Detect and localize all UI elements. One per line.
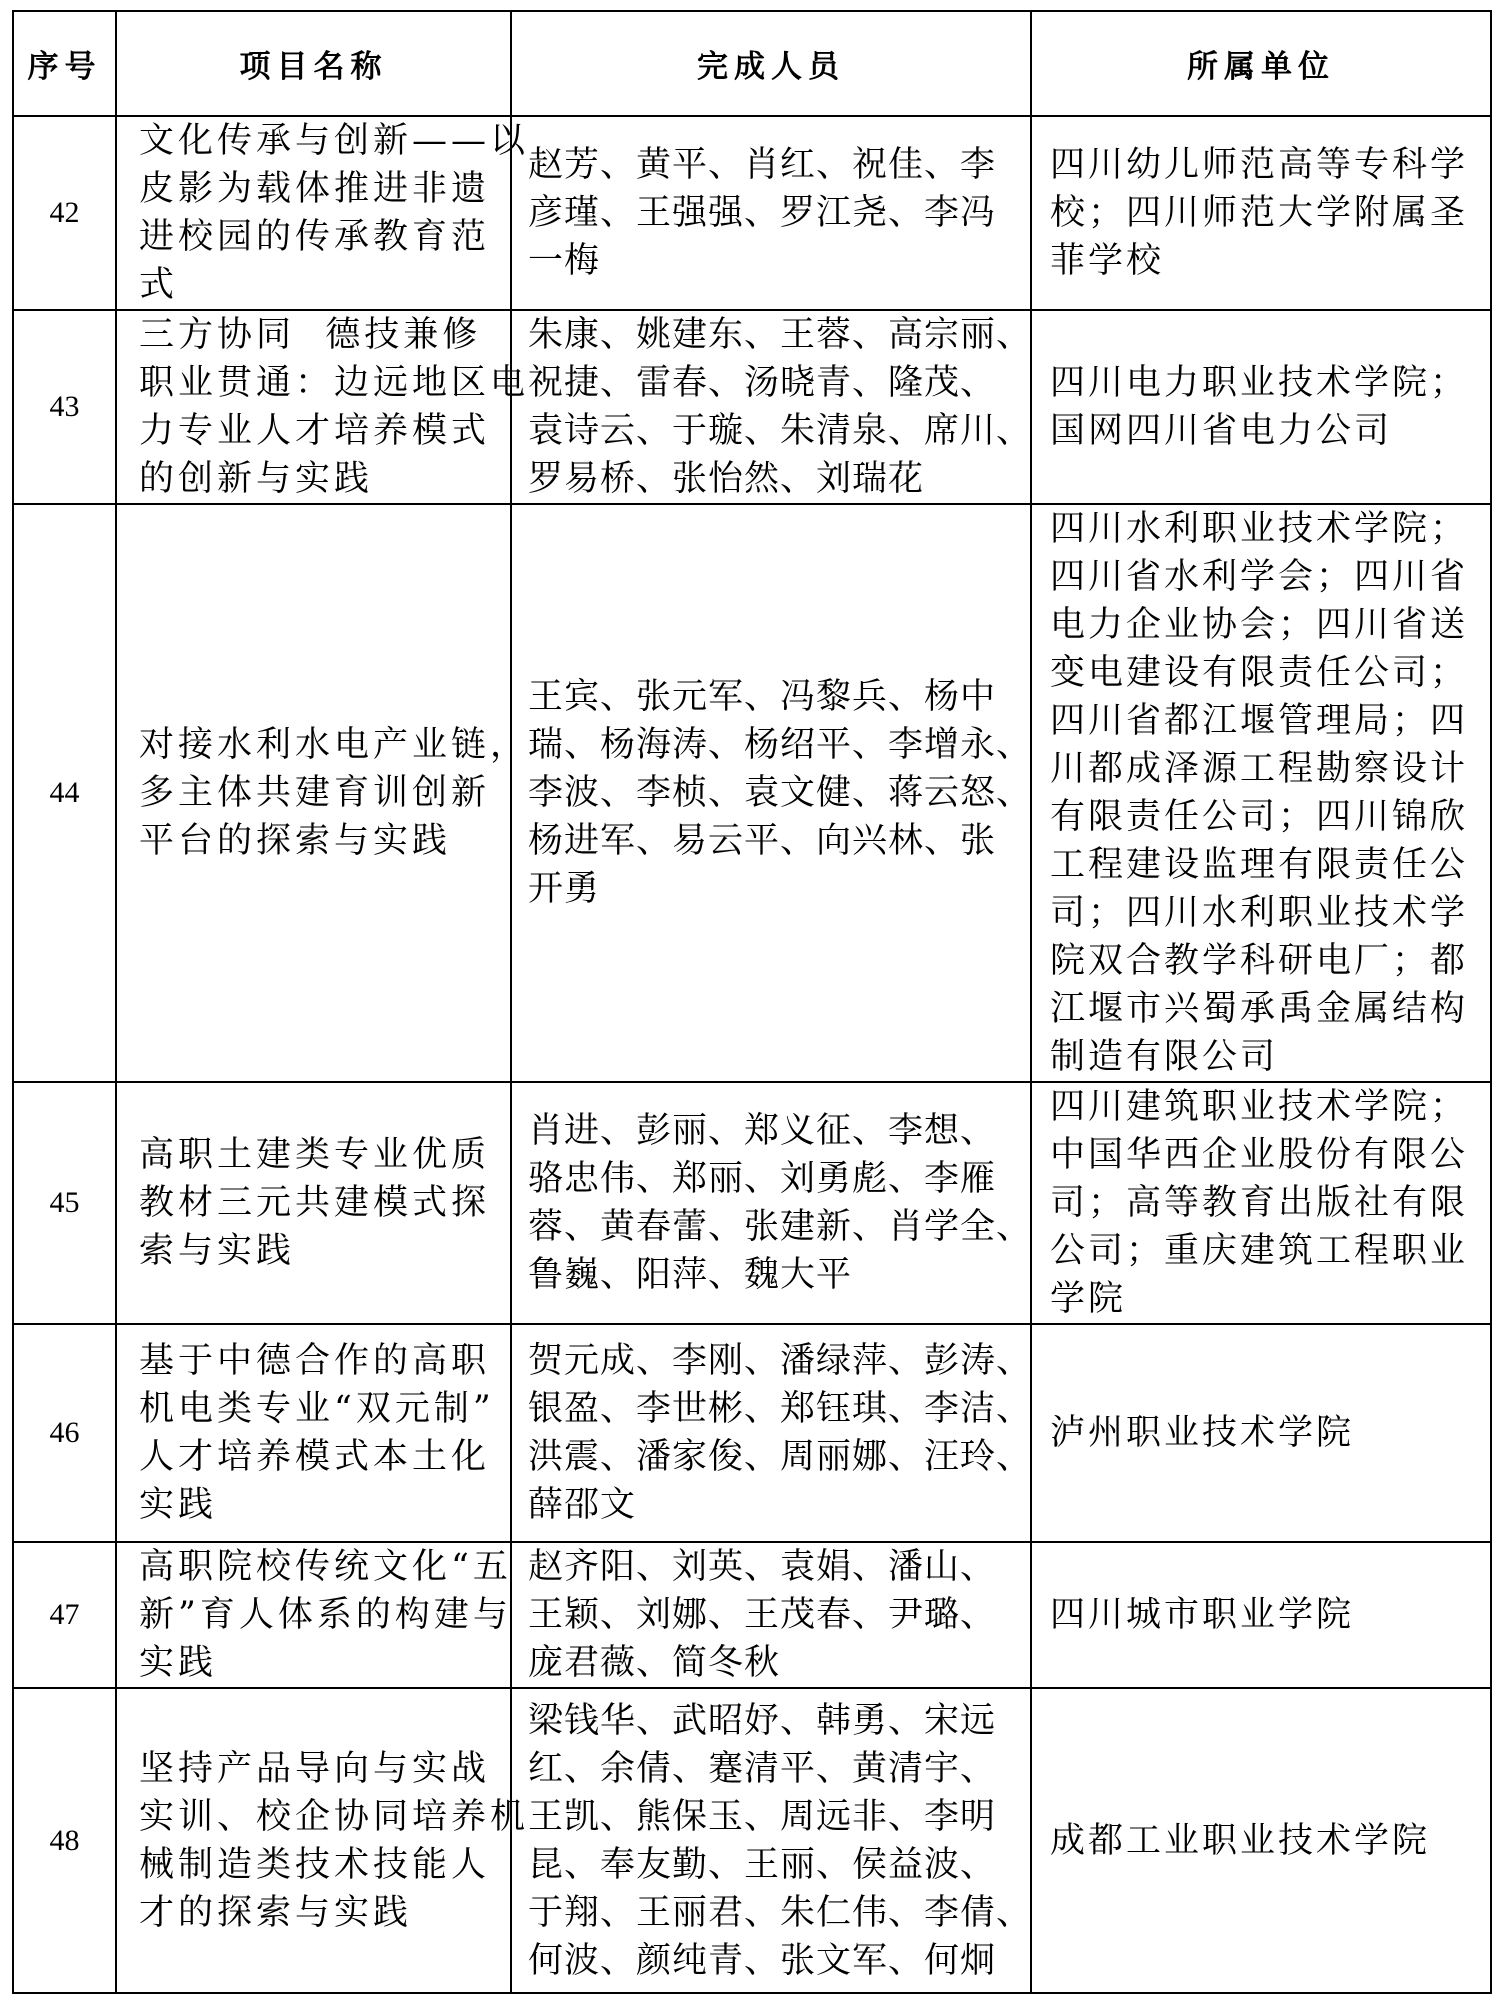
serial-number-cell: 46 [13, 1324, 116, 1542]
affiliation-text: 四川幼儿师范高等专科学 校；四川师范大学附属圣 菲学校 [1050, 145, 1469, 281]
members-text: 赵齐阳、刘英、袁娟、潘山、 王颖、刘娜、王茂春、尹璐、 庞君薇、简冬秋 [528, 1547, 997, 1683]
affiliation-cell [1031, 1542, 1491, 1688]
project-name-text: 高职土建类专业优质 教材三元共建模式探 索与实践 [139, 1135, 491, 1271]
serial-number-cell: 48 [13, 1688, 116, 1993]
affiliation-cell [1031, 1688, 1491, 1993]
project-name-text: 对接水利水电产业链， 多主体共建育训创新 平台的探索与实践 [139, 725, 530, 861]
members-cell [511, 310, 1031, 504]
serial-number-cell: 44 [13, 504, 116, 1082]
table-row [13, 1324, 1491, 1542]
header-affiliation: 所属单位 [1031, 11, 1491, 116]
members-cell [511, 504, 1031, 1082]
project-name-text: 基于中德合作的高职 机电类专业“双元制” 人才培养模式本土化 实践 [139, 1341, 495, 1525]
project-name-cell [116, 116, 530, 310]
members-text: 肖进、彭丽、郑义征、李想、 骆忠伟、郑丽、刘勇彪、李雁 蓉、黄春蕾、张建新、肖学全、 鲁巍、阳萍、魏大平 [528, 1111, 1033, 1295]
table-header-row [13, 11, 1491, 116]
header-project-name: 项目名称 [116, 11, 511, 116]
affiliation-cell [1031, 504, 1491, 1082]
header-serial-number: 序号 [13, 11, 116, 116]
table-row [13, 116, 1491, 310]
serial-number-cell: 43 [13, 310, 116, 504]
members-cell [511, 1324, 1031, 1542]
document-page [12, 10, 1490, 1984]
project-name-cell [116, 310, 530, 504]
table-row [13, 1082, 1491, 1324]
members-text: 贺元成、李刚、潘绿萍、彭涛、 银盈、李世彬、郑钰琪、李洁、 洪震、潘家俊、周丽娜、汪玲、 薛邵文 [528, 1341, 1033, 1525]
serial-number-cell: 47 [13, 1542, 116, 1688]
table-row [13, 1688, 1491, 1993]
project-name-text: 文化传承与创新——以 皮影为载体推进非遗 进校园的传承教育范 式 [139, 121, 530, 305]
header-members: 完成人员 [511, 11, 1031, 116]
members-cell [511, 1542, 1031, 1688]
award-project-table [12, 10, 1492, 1994]
project-name-text: 三方协同 德技兼修 职业贯通：边远地区电 力专业人才培养模式 的创新与实践 [139, 315, 530, 499]
members-text: 朱康、姚建东、王蓉、高宗丽、 祝捷、雷春、汤晓青、隆茂、 袁诗云、于璇、朱清泉、席川、 罗易桥、张怡然、刘瑞花 [528, 315, 1033, 499]
affiliation-cell [1031, 116, 1491, 310]
members-text: 王宾、张元军、冯黎兵、杨中 瑞、杨海涛、杨绍平、李增永、 李波、李桢、袁文健、蒋云怒、 杨进军、易云平、向兴林、张 开勇 [528, 677, 1033, 909]
project-name-cell [116, 1542, 511, 1688]
project-name-cell [116, 504, 530, 1082]
serial-number-cell: 45 [13, 1082, 116, 1324]
affiliation-cell [1031, 1324, 1491, 1542]
project-name-cell [116, 1324, 511, 1542]
affiliation-cell [1031, 1082, 1491, 1324]
project-name-text: 高职院校传统文化“五 新”育人体系的构建与 实践 [139, 1547, 512, 1683]
members-cell [511, 1082, 1031, 1324]
affiliation-text: 四川电力职业技术学院； 国网四川省电力公司 [1050, 363, 1469, 451]
affiliation-text: 四川水利职业技术学院； 四川省水利学会；四川省 电力企业协会；四川省送 变电建设有限责任公司； 四川省都江堰管理局；四 川都成泽源工程勘察设计 有限责任公司；四川锦欣 工程建设监理有限责任公 司；四川水利职业技术学 院双合教学科研电厂；都 江堰市兴蜀承禹金属结构 制造有限公司 [1050, 509, 1469, 1077]
table-row [13, 310, 1491, 504]
affiliation-text: 成都工业职业技术学院 [1050, 1820, 1431, 1861]
table-row [13, 1542, 1491, 1688]
project-name-cell [116, 1082, 511, 1324]
affiliation-text: 四川城市职业学院 [1050, 1595, 1355, 1635]
project-name-text: 坚持产品导向与实战 实训、校企协同培养机 械制造类技术技能人 才的探索与实践 [139, 1748, 530, 1933]
members-text: 梁钱华、武昭妤、韩勇、宋远 红、余倩、蹇清平、黄清宇、 王凯、熊保玉、周远非、李明 昆、奉友勤、王丽、侯益波、 于翔、王丽君、朱仁伟、李倩、 何波、颜纯青、张文军、何炯 [528, 1700, 1033, 1981]
members-text: 赵芳、黄平、肖红、祝佳、李 彦瑾、王强强、罗江尧、李冯 一梅 [528, 145, 997, 281]
affiliation-text: 四川建筑职业技术学院； 中国华西企业股份有限公 司；高等教育出版社有限 公司；重庆建筑工程职业 学院 [1050, 1087, 1469, 1319]
serial-number-cell: 42 [13, 116, 116, 310]
project-name-cell [116, 1688, 530, 1993]
affiliation-text: 泸州职业技术学院 [1050, 1413, 1355, 1453]
members-cell [511, 1688, 1031, 1993]
members-cell [511, 116, 1031, 310]
affiliation-cell [1031, 310, 1491, 504]
table-row [13, 504, 1491, 1082]
